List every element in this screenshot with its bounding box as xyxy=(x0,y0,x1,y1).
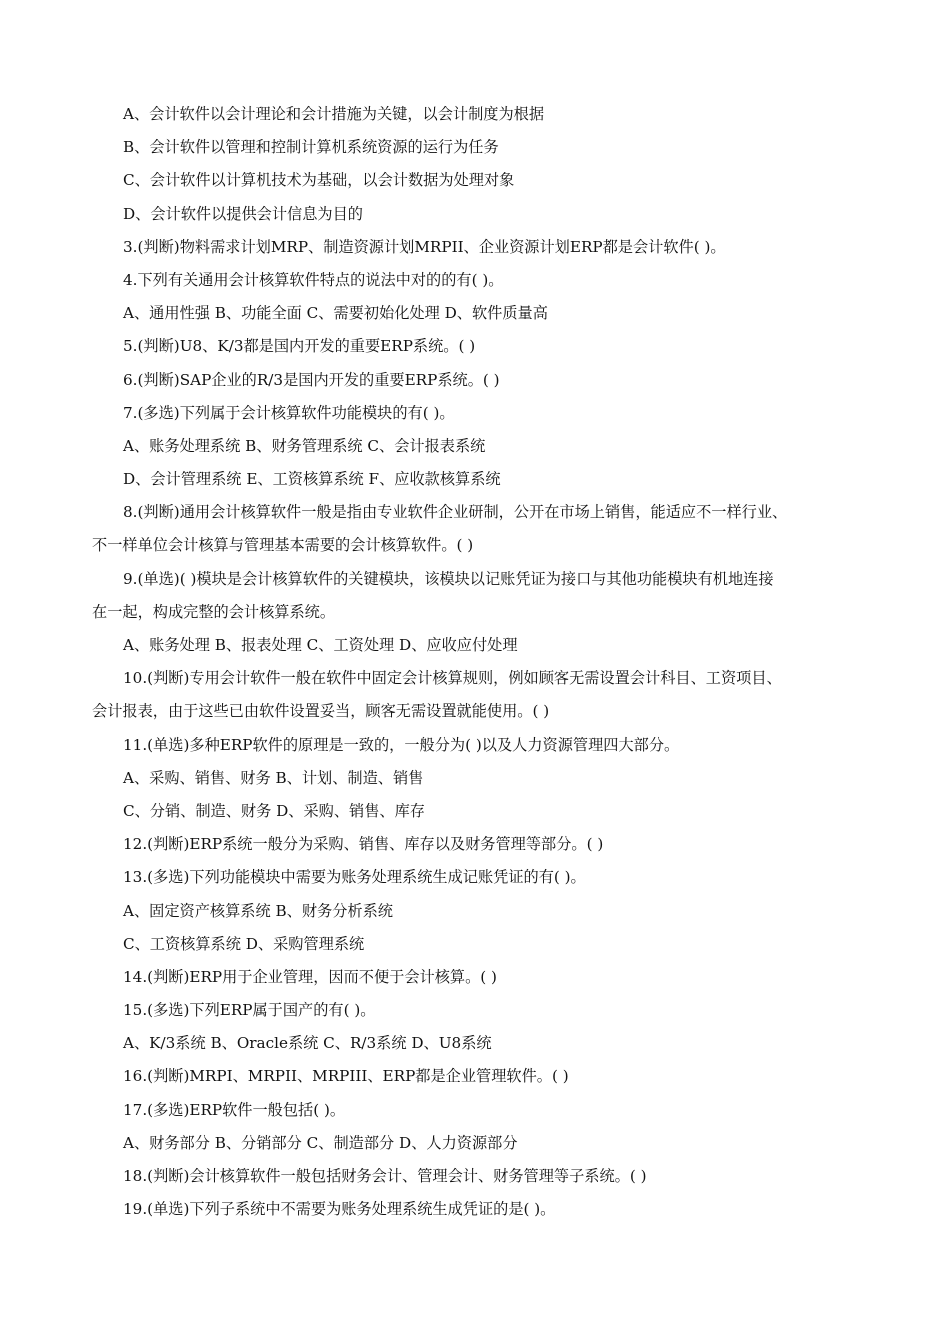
text-line: 3.(判断)物料需求计划MRP、制造资源计划MRPII、企业资源计划ERP都是会计软件( )。 xyxy=(123,237,726,256)
text-line: 8.(判断)通用会计核算软件一般是指由专业软件企业研制，公开在市场上销售，能适应不一样行业、 xyxy=(123,503,788,522)
text-line: 4.下列有关通用会计核算软件特点的说法中对的的有( )。 xyxy=(123,270,504,289)
text-line: 17.(多选)ERP软件一般包括( )。 xyxy=(123,1100,346,1119)
text-line: A、财务部分 B、分销部分 C、制造部分 D、人力资源部分 xyxy=(123,1133,518,1152)
text-line: 14.(判断)ERP用于企业管理，因而不便于会计核算。( ) xyxy=(123,967,497,986)
text-line: B、会计软件以管理和控制计算机系统资源的运行为任务 xyxy=(123,138,499,157)
text-line: C、工资核算系统 D、采购管理系统 xyxy=(123,934,365,953)
text-line: A、固定资产核算系统 B、财务分析系统 xyxy=(123,901,393,920)
document-body xyxy=(92,98,862,1226)
text-line: D、会计管理系统 E、工资核算系统 F、应收款核算系统 xyxy=(123,470,501,489)
text-line: D、会计软件以提供会计信息为目的 xyxy=(123,204,363,223)
text-line-continuation: 会计报表，由于这些已由软件设置妥当，顾客无需设置就能使用。( ) xyxy=(92,702,550,721)
text-line: A、K/3系统 B、Oracle系统 C、R/3系统 D、U8系统 xyxy=(123,1034,492,1053)
text-line: C、会计软件以计算机技术为基础，以会计数据为处理对象 xyxy=(123,171,515,190)
text-line: A、通用性强 B、功能全面 C、需要初始化处理 D、软件质量高 xyxy=(123,304,548,323)
text-line: C、分销、制造、财务 D、采购、销售、库存 xyxy=(123,801,425,820)
text-line: 9.(单选)( )模块是会计核算软件的关键模块，该模块以记账凭证为接口与其他功能模块有机地连接 xyxy=(123,569,774,588)
text-line: A、账务处理系统 B、财务管理系统 C、会计报表系统 xyxy=(123,436,486,455)
text-line: 10.(判断)专用会计软件一般在软件中固定会计核算规则，例如顾客无需设置会计科目、工资项目、 xyxy=(123,669,782,688)
text-line: A、账务处理 B、报表处理 C、工资处理 D、应收应付处理 xyxy=(123,636,518,654)
text-line: 16.(判断)MRPI、MRPII、MRPIII、ERP都是企业管理软件。( ) xyxy=(123,1067,569,1086)
text-line: 5.(判断)U8、K/3都是国内开发的重要ERP系统。( ) xyxy=(123,337,476,356)
text-line-continuation: 不一样单位会计核算与管理基本需要的会计核算软件。( ) xyxy=(92,536,474,555)
text-line: A、会计软件以会计理论和会计措施为关键，以会计制度为根据 xyxy=(123,105,545,123)
text-line: 7.(多选)下列属于会计核算软件功能模块的有( )。 xyxy=(123,403,455,422)
text-line: 13.(多选)下列功能模块中需要为账务处理系统生成记账凭证的有( )。 xyxy=(123,868,586,887)
text-line: 19.(单选)下列子系统中不需要为账务处理系统生成凭证的是( )。 xyxy=(123,1200,556,1219)
text-line-continuation: 在一起，构成完整的会计核算系统。 xyxy=(92,602,335,621)
text-line: 15.(多选)下列ERP属于国产的有( )。 xyxy=(123,1001,376,1020)
text-line: 12.(判断)ERP系统一般分为采购、销售、库存以及财务管理等部分。( ) xyxy=(123,835,604,854)
text-line: 6.(判断)SAP企业的R/3是国内开发的重要ERP系统。( ) xyxy=(123,370,500,389)
text-line: A、采购、销售、财务 B、计划、制造、销售 xyxy=(123,768,424,787)
text-line: 18.(判断)会计核算软件一般包括财务会计、管理会计、财务管理等子系统。( ) xyxy=(123,1167,647,1185)
text-line: 11.(单选)多种ERP软件的原理是一致的，一般分为( )以及人力资源管理四大部分。 xyxy=(123,735,680,754)
